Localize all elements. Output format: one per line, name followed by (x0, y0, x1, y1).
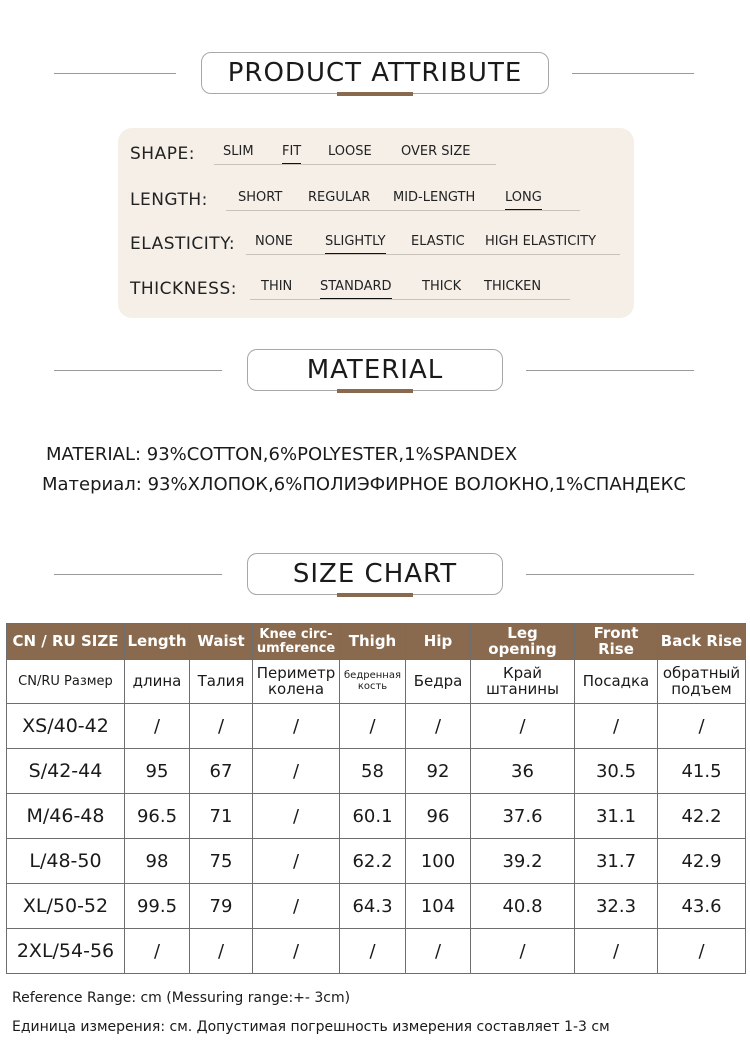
attribute-option: REGULAR (308, 190, 371, 205)
table-cell: / (471, 929, 575, 974)
table-cell: 95 (125, 749, 190, 794)
table-cell: / (253, 704, 340, 749)
section-accent-bar (337, 92, 413, 96)
table-cell: / (340, 929, 406, 974)
table-header-cell: Length (125, 624, 190, 660)
table-header-cell: бедренная кость (340, 660, 406, 704)
table-header-cell: Посадка (575, 660, 658, 704)
size-label-cell: 2XL/54-56 (7, 929, 125, 974)
table-cell: / (190, 704, 253, 749)
table-cell: / (253, 884, 340, 929)
size-label-cell: XS/40-42 (7, 704, 125, 749)
attribute-option-selected: SLIGHTLY (325, 234, 386, 249)
table-header-cell: длина (125, 660, 190, 704)
divider-line (54, 370, 222, 371)
size-label-cell: M/46-48 (7, 794, 125, 839)
table-header-cell: Периметр колена (253, 660, 340, 704)
table-cell: 71 (190, 794, 253, 839)
table-cell: / (253, 749, 340, 794)
table-cell: / (575, 704, 658, 749)
attribute-option: THIN (261, 279, 293, 294)
table-row (7, 704, 746, 749)
table-header-cell: обратный подъем (658, 660, 746, 704)
table-header-cell: Waist (190, 624, 253, 660)
attribute-option: ELASTIC (411, 234, 465, 249)
section-accent-bar (337, 593, 413, 597)
table-header-cell: Hip (406, 624, 471, 660)
material-text-ru: Материал: 93%ХЛОПОК,6%ПОЛИЭФИРНОЕ ВОЛОКНО,1%СПАНДЕКС (42, 474, 686, 495)
table-cell: / (253, 839, 340, 884)
table-cell: 98 (125, 839, 190, 884)
table-cell: 39.2 (471, 839, 575, 884)
table-cell: 37.6 (471, 794, 575, 839)
table-cell: 100 (406, 839, 471, 884)
table-cell: / (253, 794, 340, 839)
attribute-option-selected: FIT (282, 144, 302, 159)
attribute-option: THICK (422, 279, 462, 294)
table-cell: 30.5 (575, 749, 658, 794)
table-cell: / (406, 704, 471, 749)
table-cell: 75 (190, 839, 253, 884)
table-header-cell: Leg opening (471, 624, 575, 660)
table-cell: 92 (406, 749, 471, 794)
reference-note-en: Reference Range: cm (Messuring range:+- 3cm) (12, 990, 351, 1006)
attribute-rule (214, 164, 496, 165)
table-row (7, 749, 746, 794)
attribute-label: SHAPE: (130, 144, 195, 164)
attribute-label: ELASTICITY: (130, 234, 236, 254)
table-cell: 58 (340, 749, 406, 794)
section-accent-bar (337, 389, 413, 393)
table-header-cell: Thigh (340, 624, 406, 660)
table-cell: 104 (406, 884, 471, 929)
divider-line (526, 574, 694, 575)
table-cell: / (340, 704, 406, 749)
attribute-rule (226, 210, 580, 211)
table-cell: 43.6 (658, 884, 746, 929)
attribute-option: OVER SIZE (401, 144, 471, 159)
table-cell: 79 (190, 884, 253, 929)
table-header-row-ru (7, 660, 746, 704)
divider-line (572, 73, 694, 74)
table-cell: / (253, 929, 340, 974)
table-cell: / (658, 704, 746, 749)
attribute-rule (250, 299, 570, 300)
table-cell: 42.9 (658, 839, 746, 884)
size-chart-table (6, 623, 746, 974)
size-label-cell: XL/50-52 (7, 884, 125, 929)
attribute-row-thickness (118, 277, 634, 301)
attribute-option: THICKEN (484, 279, 542, 294)
attribute-option: NONE (255, 234, 293, 249)
attribute-option: MID-LENGTH (393, 190, 476, 205)
table-cell: / (471, 704, 575, 749)
attribute-row-elasticity (118, 232, 634, 256)
section-title-product-attribute: PRODUCT ATTRIBUTE (201, 52, 549, 94)
attribute-label: LENGTH: (130, 190, 208, 210)
table-cell: 99.5 (125, 884, 190, 929)
table-cell: 31.7 (575, 839, 658, 884)
table-cell: 67 (190, 749, 253, 794)
table-cell: 40.8 (471, 884, 575, 929)
table-cell: / (658, 929, 746, 974)
attribute-row-length (118, 188, 634, 212)
attribute-option: SLIM (223, 144, 254, 159)
table-cell: 42.2 (658, 794, 746, 839)
table-header-row-en (7, 624, 746, 660)
size-label-cell: L/48-50 (7, 839, 125, 884)
table-header-cell: CN / RU SIZE (7, 624, 125, 660)
table-header-cell: Край штанины (471, 660, 575, 704)
table-row (7, 929, 746, 974)
attribute-label: THICKNESS: (130, 279, 237, 299)
table-cell: / (125, 929, 190, 974)
table-cell: / (190, 929, 253, 974)
table-header-cell: Back Rise (658, 624, 746, 660)
table-cell: 60.1 (340, 794, 406, 839)
table-row (7, 794, 746, 839)
size-label-cell: S/42-44 (7, 749, 125, 794)
attribute-option: HIGH ELASTICITY (485, 234, 597, 249)
section-title-size-chart: SIZE CHART (247, 553, 503, 595)
table-cell: 36 (471, 749, 575, 794)
table-cell: 41.5 (658, 749, 746, 794)
table-cell: 64.3 (340, 884, 406, 929)
material-text-en: MATERIAL: 93%COTTON,6%POLYESTER,1%SPANDEX (46, 444, 518, 465)
table-cell: / (125, 704, 190, 749)
reference-note-ru: Единица измерения: см. Допустимая погрешность измерения составляет 1-3 см (12, 1019, 610, 1035)
table-cell: 96 (406, 794, 471, 839)
table-cell: 62.2 (340, 839, 406, 884)
table-header-cell: Front Rise (575, 624, 658, 660)
attribute-panel (118, 128, 634, 318)
attribute-row-shape (118, 142, 634, 166)
table-header-cell: Бедра (406, 660, 471, 704)
table-header-cell: CN/RU Размер (7, 660, 125, 704)
divider-line (54, 574, 222, 575)
table-row (7, 884, 746, 929)
table-cell: 31.1 (575, 794, 658, 839)
attribute-rule (246, 254, 620, 255)
section-title-material: MATERIAL (247, 349, 503, 391)
table-cell: 32.3 (575, 884, 658, 929)
attribute-option-selected: STANDARD (320, 279, 392, 294)
attribute-option: SHORT (238, 190, 283, 205)
table-cell: 96.5 (125, 794, 190, 839)
table-cell: / (575, 929, 658, 974)
attribute-option: LOOSE (328, 144, 372, 159)
table-header-cell: Knee circ-umference (253, 624, 340, 660)
divider-line (54, 73, 176, 74)
divider-line (526, 370, 694, 371)
table-cell: / (406, 929, 471, 974)
table-row (7, 839, 746, 884)
attribute-option-selected: LONG (505, 190, 542, 205)
table-header-cell: Талия (190, 660, 253, 704)
